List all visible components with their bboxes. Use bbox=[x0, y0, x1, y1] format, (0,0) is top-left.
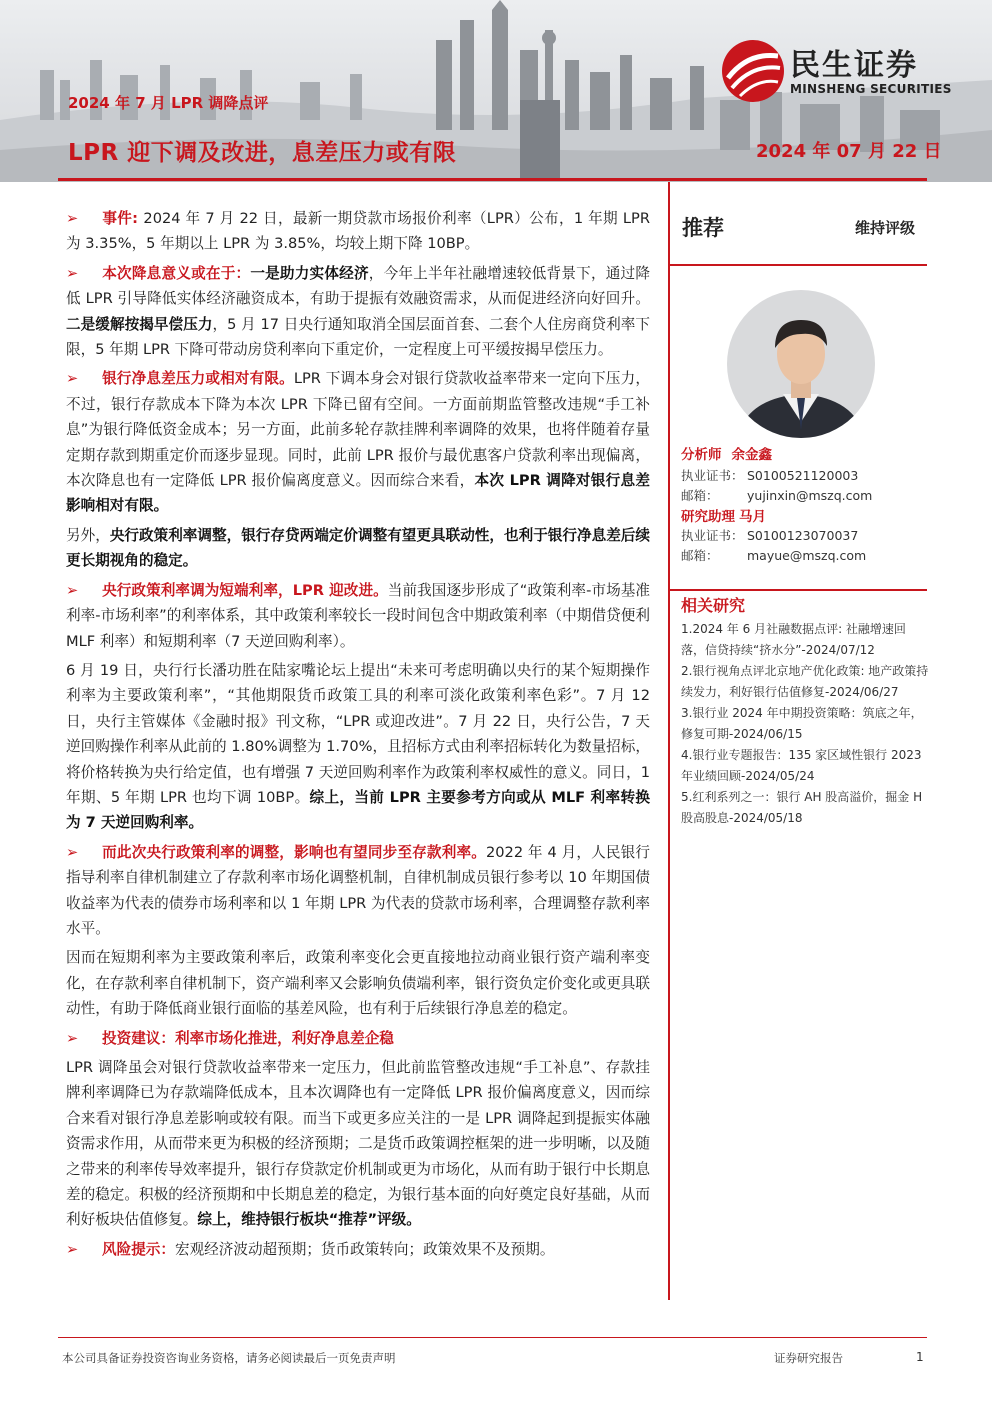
paragraph-timeline: 6 月 19 日，央行行长潘功胜在陆家嘴论坛上提出“未来可考虑明确以央行的某个短期操作利率为主要政策利率”，“其他期限货币政策工具的利率可淡化政策利率色彩”。7 月 12 日，央行主管媒体《金融时报》刊文称，“LPR 或迎改进”。7 月 22 日，央行公告，7 天逆回购操作利率从此前的 1.80%调整为 1.70%，且招标方式由利率招标转化为数量招标，将价格转换为央行给定值，也有增强 7 天逆回购利率作为政策利率权威性的意义。同日，1 年期、5 年期 LPR 也均下调 10BP。综上，当前 LPR 主要参考方向或从 MLF 利率转换为 7 天逆回购利率。 bbox=[66, 661, 650, 832]
footer-report-type: 证券研究报告 bbox=[774, 1351, 843, 1365]
column-divider bbox=[668, 182, 670, 1300]
company-logo bbox=[720, 38, 970, 108]
report-series: 2024 年 7 月 LPR 调降点评 bbox=[68, 94, 269, 112]
paragraph-policy-rate: ➢ 央行政策利率调为短端利率，LPR 迎改进。当前我国逐步形成了“政策利率-市场基准利率-市场利率”的利率体系，其中政策利率较长一段时间包含中期政策利率（中期借贷便利 MLF 利率）和短期利率（7 天逆回购利率）。 bbox=[66, 578, 650, 654]
footer-divider bbox=[58, 1337, 927, 1338]
bullet-arrow-icon: ➢ bbox=[66, 1240, 79, 1258]
report-title: LPR 迎下调及改进，息差压力或有限 bbox=[68, 140, 457, 166]
paragraph-linkage: 因而在短期利率为主要政策利率后，政策利率变化会更直接地拉动商业银行资产端利率变化，在存款利率自律机制下，资产端利率又会影响负债端利率，银行资负定价变化或更具联动性，有助于降低商业银行面临的基差风险，也有利于后续银行净息差的稳定。 bbox=[66, 949, 650, 1018]
related-item[interactable]: 4.银行业专题报告：135 家区域性银行 2023 年业绩回顾-2024/05/24 bbox=[681, 748, 922, 783]
paragraph-deposit-rate: ➢ 而此次央行政策利率的调整，影响也有望同步至存款利率。2022 年 4 月，人民银行指导利率自律机制建立了存款利率市场化调整机制，自律机制成员银行参考以 10 年期国债收益率为代表的债券市场利率和以 1 年期 LPR 为代表的贷款市场利率，合理调整存款利率水平。 bbox=[66, 840, 650, 942]
related-research-title: 相关研究 bbox=[681, 596, 746, 615]
bullet-arrow-icon: ➢ bbox=[66, 370, 79, 388]
bullet-arrow-icon: ➢ bbox=[66, 1029, 79, 1047]
rating: 推荐 bbox=[682, 216, 724, 240]
rating-status: 维持评级 bbox=[855, 219, 916, 237]
rating-divider bbox=[670, 264, 927, 266]
paragraph-investment-heading: ➢ 投资建议：利率市场化推进，利好净息差企稳 bbox=[66, 1026, 650, 1051]
report-body bbox=[66, 206, 650, 1266]
related-item[interactable]: 5.红利系列之一：银行 AH 股高溢价，掘金 H 股高股息-2024/05/18 bbox=[681, 790, 923, 825]
assistant-name-row: 研究助理 马月 bbox=[681, 509, 766, 525]
logo-name-en: MINSHENG SECURITIES bbox=[790, 82, 952, 96]
logo-name-cn: 民生证券 bbox=[790, 48, 918, 83]
page-number: 1 bbox=[916, 1350, 924, 1364]
paragraph-margin-pressure: ➢ 银行净息差压力或相对有限。LPR 下调本身会对银行贷款收益率带来一定向下压力，不过，银行存款成本下降为本次 LPR 下降已留有空间。一方面前期监管整改违规“手工补息”为银行降低资金成本；另一方面，此前多轮存款挂牌利率调降的效果，也将伴随着存量定期存款到期重定价而逐步显现。同时，此前 LPR 报价与最优惠客户贷款利率出现偏离，本次降息也有一定降低 LPR 报价偏离度意义。因而综合来看，本次 LPR 调降对银行息差影响相对有限。 bbox=[66, 366, 650, 518]
bullet-arrow-icon: ➢ bbox=[66, 581, 79, 599]
analyst-cert-row: 执业证书： S0100521120003 bbox=[681, 468, 859, 483]
assistant-email-row: 邮箱： mayue@mszq.com bbox=[681, 548, 867, 563]
analyst-name-row: 分析师 余金鑫 bbox=[681, 447, 772, 463]
analyst-photo bbox=[727, 290, 875, 438]
related-research-list bbox=[681, 619, 929, 829]
related-item[interactable]: 2.银行视角点评北京地产优化政策: 地产政策持续发力，利好银行估值修复-2024/06/27 bbox=[681, 664, 929, 699]
paragraph-event: ➢ 事件: 2024 年 7 月 22 日，最新一期贷款市场报价利率（LPR）公布，1 年期 LPR 为 3.35%，5 年期以上 LPR 为 3.85%，均较上期下降 10BP。 bbox=[66, 206, 650, 257]
analyst-avatar-icon bbox=[727, 290, 875, 438]
header-divider bbox=[58, 178, 927, 181]
related-item[interactable]: 1.2024 年 6 月社融数据点评: 社融增速回落，信贷持续“挤水分”-2024/07/12 bbox=[681, 622, 906, 657]
footer-disclaimer: 本公司具备证券投资咨询业务资格，请务必阅读最后一页免责声明 bbox=[62, 1351, 396, 1365]
assistant-cert-row: 执业证书： S0100123070037 bbox=[681, 528, 859, 543]
minsheng-logo-icon bbox=[720, 38, 786, 104]
bullet-arrow-icon: ➢ bbox=[66, 264, 79, 282]
paragraph-investment: LPR 调降虽会对银行贷款收益率带来一定压力，但此前监管整改违规“手工补息”、存款挂牌利率调降已为存款端降低成本，且本次调降也有一定降低 LPR 报价偏离度意义，因而综合来看对银行净息差影响或较有限。而当下或更多应关注的一是 LPR 调降起到提振实体融资需求作用，从而带来更为积极的经济预期；二是货币政策调控框架的进一步明晰，以及随之带来的利率传导效率提升，银行存贷款定价机制或更为市场化，从而有助于银行中长期息差的稳定。积极的经济预期和中长期息差的稳定，为银行基本面的向好奠定良好基础，从而利好板块估值修复。综上，维持银行板块“推荐”评级。 bbox=[66, 1059, 650, 1229]
paragraph-significance: ➢ 本次降息意义或在于：一是助力实体经济，今年上半年社融增速较低背景下，通过降低 LPR 引导降低实体经济融资成本，有助于提振有效融资需求，从而促进经济向好回升。二是缓解按揭早偿压力，5 月 17 日央行通知取消全国层面首套、二套个人住房商贷利率下限，5 年期 LPR 下降可带动房贷利率向下重定价，一定程度上可平缓按揭早偿压力。 bbox=[66, 261, 650, 363]
paragraph-additionally: 另外，央行政策利率调整，银行存贷两端定价调整有望更具联动性，也利于银行净息差后续更长期视角的稳定。 bbox=[66, 526, 650, 570]
related-item[interactable]: 3.银行业 2024 年中期投资策略：筑底之年，修复可期-2024/06/15 bbox=[681, 706, 923, 741]
paragraph-risk: ➢ 风险提示：宏观经济波动超预期；货币政策转向；政策效果不及预期。 bbox=[66, 1237, 650, 1262]
bullet-arrow-icon: ➢ bbox=[66, 843, 79, 861]
bullet-arrow-icon: ➢ bbox=[66, 210, 79, 227]
analyst-email-row: 邮箱： yujinxin@mszq.com bbox=[681, 488, 873, 503]
related-divider bbox=[670, 589, 927, 591]
report-date: 2024 年 07 月 22 日 bbox=[756, 141, 942, 162]
